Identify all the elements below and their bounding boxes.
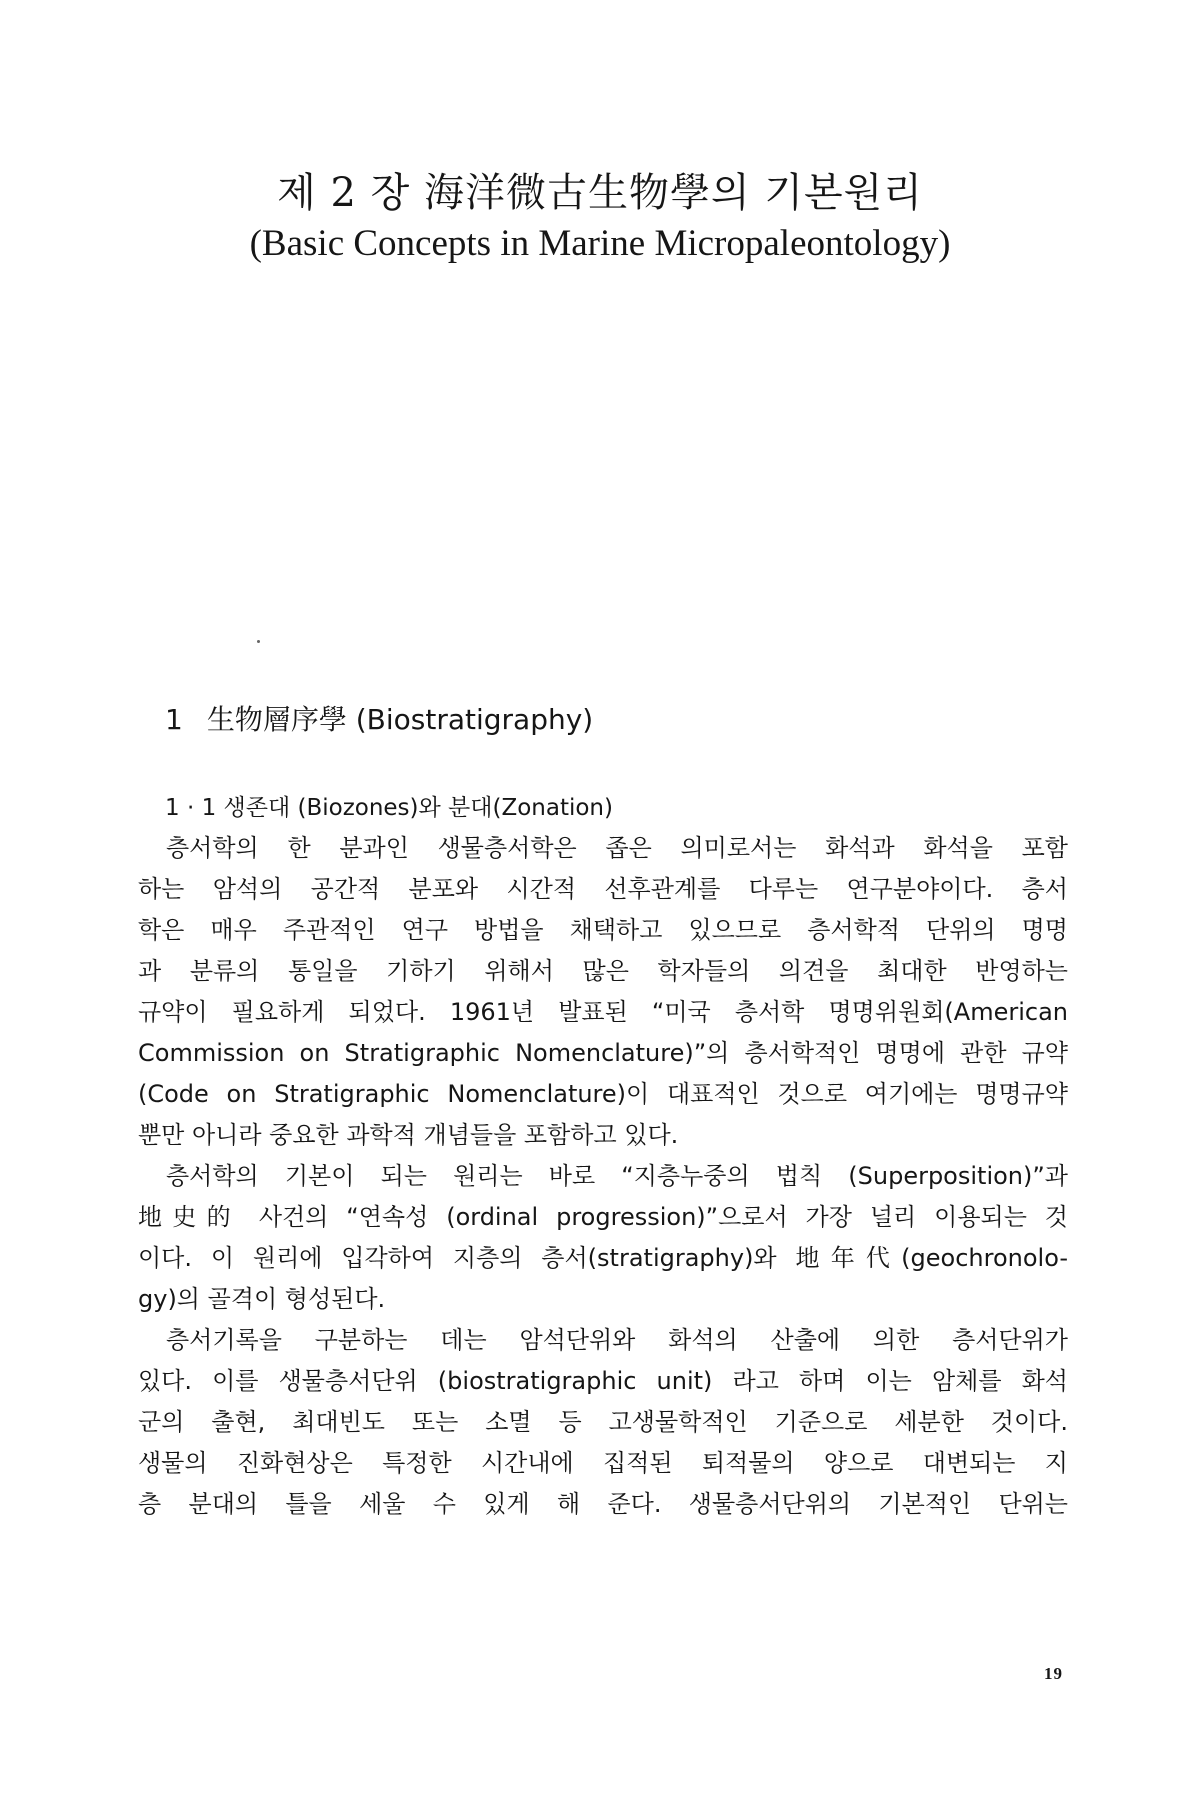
subsection-heading: 1 · 1 생존대 (Biozones)와 분대(Zonation) [165,795,613,821]
text-line: 층 분대의 틀을 세울 수 있게 해 준다. 생물층서단위의 기본적인 단위는 [138,1490,1068,1518]
text-line: 地史的 사건의 “연속성 (ordinal progression)”으로서 가장 널리 이용되는 것 [138,1203,1068,1231]
chapter-subtitle: (Basic Concepts in Marine Micropaleontology) [249,223,951,264]
text-line: 뿐만 아니라 중요한 과학적 개념들을 포함하고 있다. [138,1121,679,1149]
section-heading [165,700,593,740]
text-line: 군의 출현, 최대빈도 또는 소멸 등 고생물학적인 기준으로 세분한 것이다. [138,1408,1068,1436]
text-line: 생물의 진화현상은 특정한 시간내에 집적된 퇴적물의 양으로 대변되는 지 [138,1449,1068,1477]
text-line: 층서학의 기본이 되는 원리는 바로 “지층누중의 법칙 (Superposition)”과 [166,1162,1068,1190]
text-line: 층서기록을 구분하는 데는 암석단위와 화석의 산출에 의한 층서단위가 [166,1326,1068,1354]
text-line: 하는 암석의 공간적 분포와 시간적 선후관계를 다루는 연구분야이다. 층서 [138,875,1068,903]
body-text [138,828,1068,1525]
text-line: 학은 매우 주관적인 연구 방법을 채택하고 있으므로 층서학적 단위의 명명 [138,916,1068,944]
text-line: gy)의 골격이 형성된다. [138,1285,386,1313]
section-number: 1 [165,703,183,736]
text-line: 이다. 이 원리에 입각하여 지층의 층서(stratigraphy)와 地年代(geochronolo- [138,1244,1068,1272]
text-line: (Code on Stratigraphic Nomenclature)이 대표적인 것으로 여기에는 명명규약 [138,1080,1068,1108]
stray-dot-mark [257,640,260,643]
text-line: 과 분류의 통일을 기하기 위해서 많은 학자들의 의견을 최대한 반영하는 [138,957,1068,985]
page-number: 19 [1044,1664,1063,1683]
chapter-title: 제 2 장 海洋微古生物學의 기본원리 [277,170,923,216]
section-title: 生物層序學 (Biostratigraphy) [206,703,594,736]
text-line: 규약이 필요하게 되었다. 1961년 발표된 “미국 층서학 명명위원회(American [138,998,1068,1026]
text-line: Commission on Stratigraphic Nomenclature)”의 층서학적인 명명에 관한 규약 [138,1039,1068,1067]
text-line: 있다. 이를 생물층서단위 (biostratigraphic unit) 라고 하며 이는 암체를 화석 [138,1367,1068,1395]
text-line: 층서학의 한 분과인 생물층서학은 좁은 의미로서는 화석과 화석을 포함 [166,834,1068,862]
